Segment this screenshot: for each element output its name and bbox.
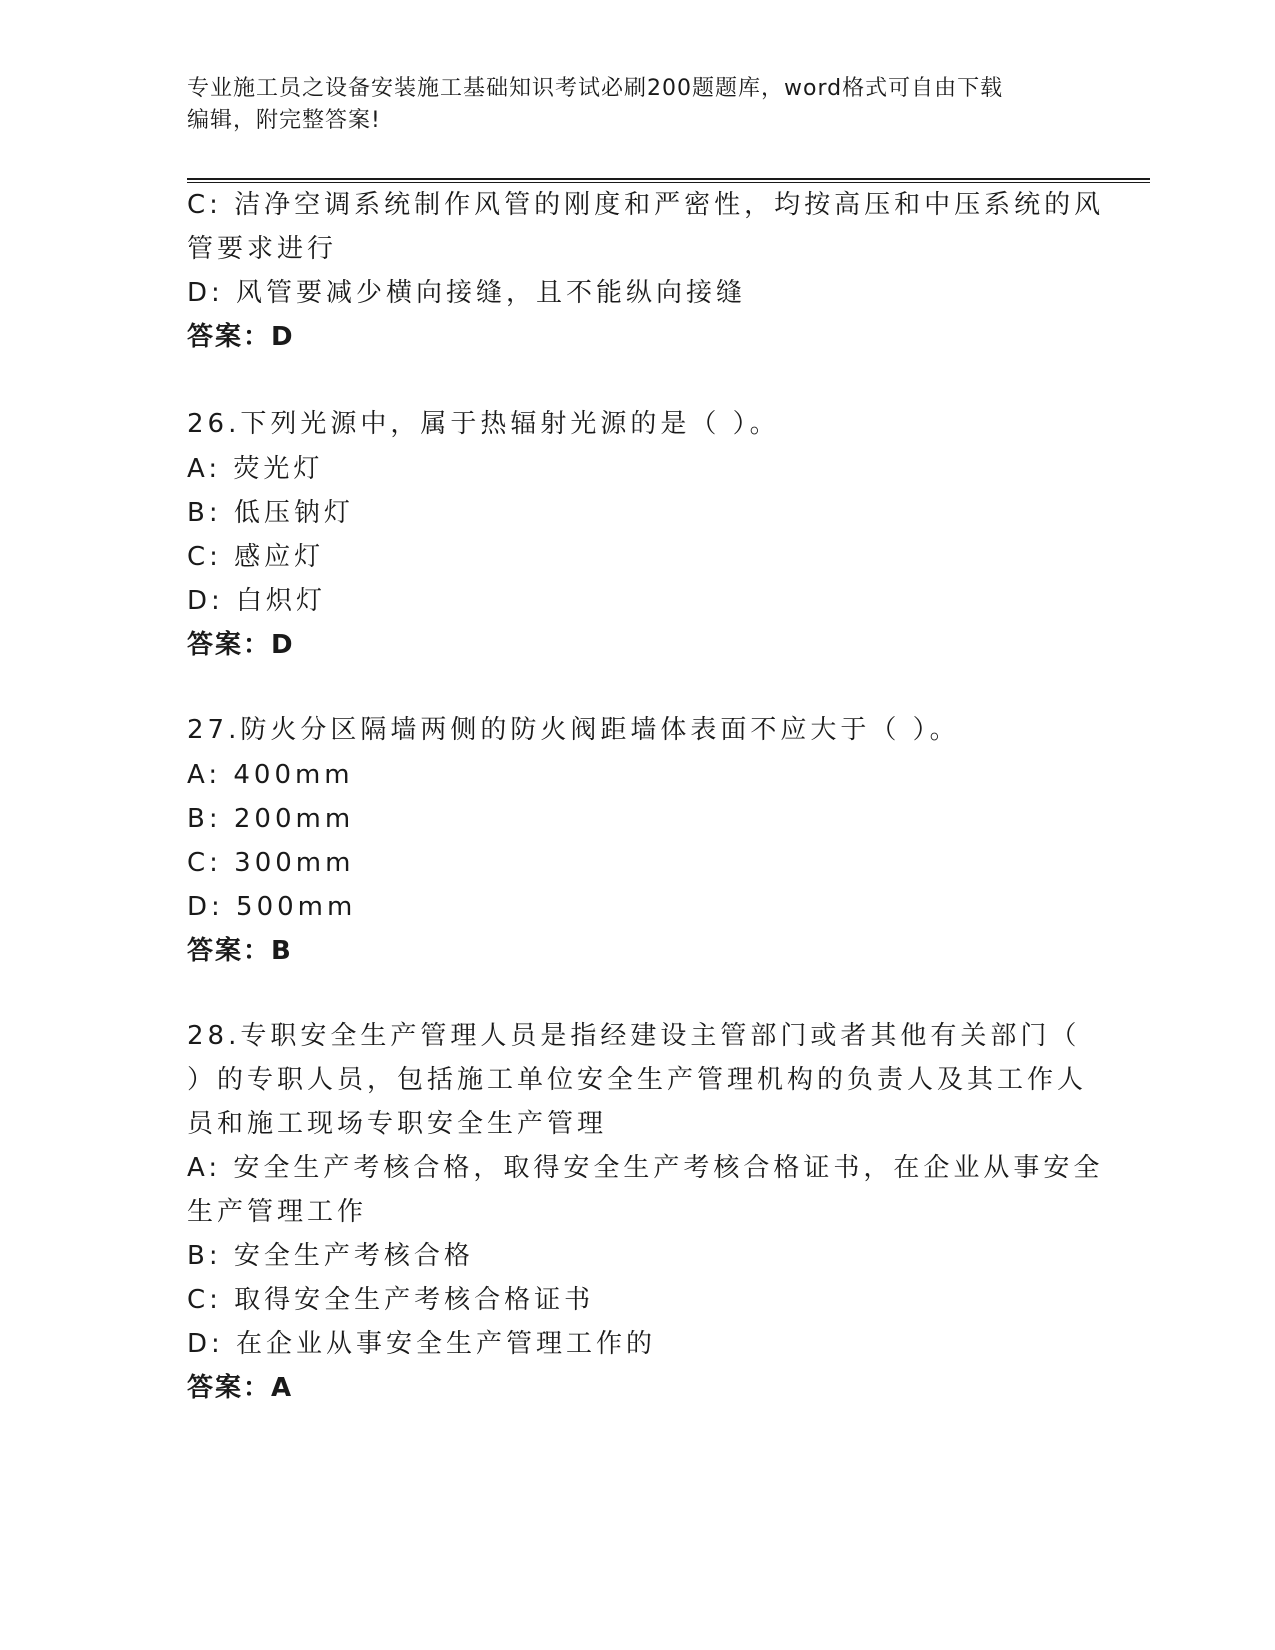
- option-c-line-1: C: 洁净空调系统制作风管的刚度和严密性，均按高压和中压系统的风: [187, 190, 1105, 220]
- option-a-line-2: 生产管理工作: [187, 1197, 368, 1227]
- option-d: D: 在企业从事安全生产管理工作的: [187, 1329, 657, 1359]
- option-c-line-2: 管要求进行: [187, 234, 338, 264]
- document-header: 专业施工员之设备安装施工基础知识考试必刷200题题库，word格式可自由下载 编辑，附完整答案!: [187, 76, 1004, 133]
- option-d: D: 白炽灯: [187, 586, 327, 616]
- option-c: C: 300mm: [187, 848, 355, 878]
- header-divider-thick: [187, 178, 1150, 180]
- option-c: C: 感应灯: [187, 542, 325, 572]
- option-a-line-1: A: 安全生产考核合格，取得安全生产考核合格证书，在企业从事安全: [187, 1153, 1104, 1183]
- option-c: C: 取得安全生产考核合格证书: [187, 1285, 595, 1315]
- option-d: D: 风管要减少横向接缝，且不能纵向接缝: [187, 278, 747, 308]
- option-b: B: 200mm: [187, 804, 355, 834]
- option-b: B: 低压钠灯: [187, 498, 354, 528]
- answer: 答案：A: [187, 1373, 294, 1403]
- header-divider-thin: [187, 182, 1150, 183]
- question-stem-line-3: 员和施工现场专职安全生产管理: [187, 1109, 608, 1139]
- question-stem: 26.下列光源中，属于热辐射光源的是（ ）。: [187, 409, 780, 439]
- answer: 答案：D: [187, 322, 295, 352]
- question-stem-line-1: 28.专职安全生产管理人员是指经建设主管部门或者其他有关部门（: [187, 1021, 1081, 1051]
- question-stem-line-2: ）的专职人员，包括施工单位安全生产管理机构的负责人及其工作人: [187, 1065, 1088, 1095]
- option-b: B: 安全生产考核合格: [187, 1241, 474, 1271]
- option-a: A: 荧光灯: [187, 454, 324, 484]
- answer: 答案：D: [187, 630, 295, 660]
- answer: 答案：B: [187, 936, 293, 966]
- option-a: A: 400mm: [187, 760, 354, 790]
- question-stem: 27.防火分区隔墙两侧的防火阀距墙体表面不应大于（ ）。: [187, 715, 960, 745]
- option-d: D: 500mm: [187, 892, 357, 922]
